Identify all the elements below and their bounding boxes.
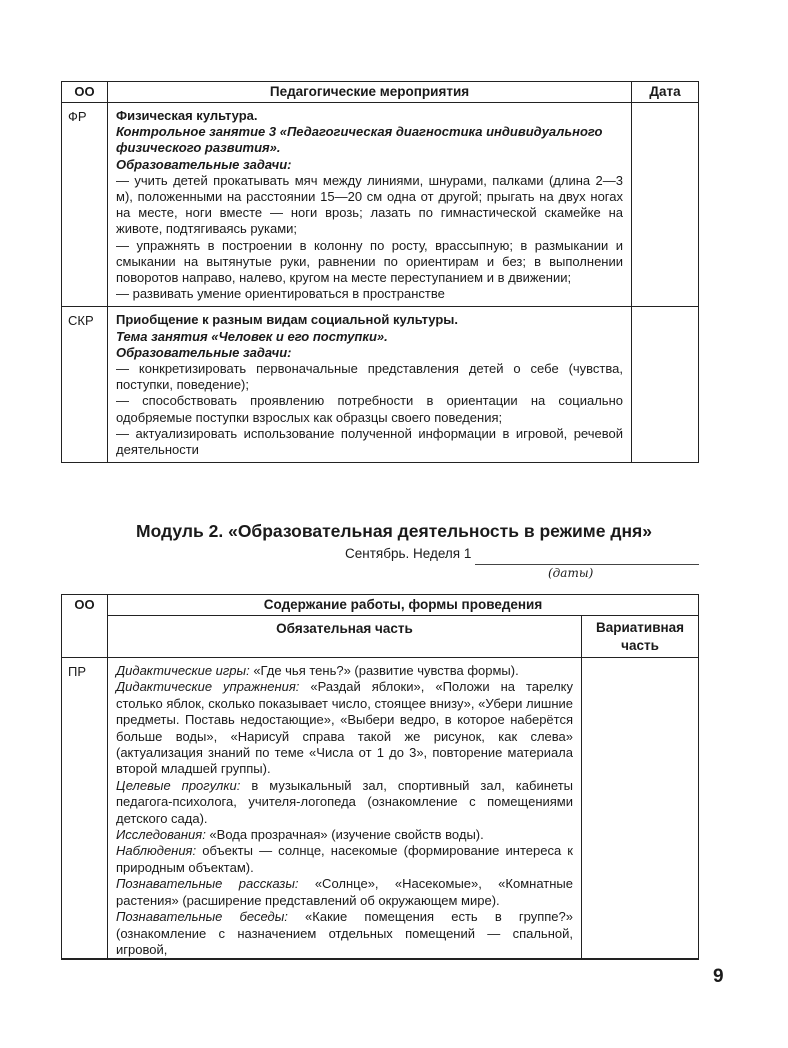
item-label: Познавательные беседы: bbox=[116, 909, 288, 925]
list-item bbox=[116, 843, 573, 876]
variative-cell bbox=[582, 658, 699, 960]
lesson-title: Контрольное занятие 3 «Педагогическая диагностика индивидуального физического развития». bbox=[116, 124, 603, 156]
item-label: Исследования: bbox=[116, 827, 206, 843]
task-item: — конкретизировать первоначальные представления детей о себе (чувства, поступки, поведение); bbox=[116, 361, 623, 393]
item-label: Познавательные рассказы: bbox=[116, 876, 299, 892]
header-activities: Педагогические мероприятия bbox=[108, 82, 632, 103]
item-text: «Вода прозрачная» (изучение свойств воды). bbox=[205, 827, 484, 843]
list-item bbox=[116, 663, 573, 679]
header-oo: ОО bbox=[62, 82, 108, 103]
header-required: Обязательная часть bbox=[108, 616, 582, 658]
table-row bbox=[62, 658, 699, 960]
list-item bbox=[116, 778, 573, 827]
section-title: Приобщение к разным видам социальной культуры. bbox=[116, 312, 459, 328]
task-item: — упражнять в построении в колонну по росту, врассыпную; в размыкании и смыкании на вытянутые руки, равнении по ориентирам и без; в выполнении поворотов направо, налево, кругом на месте переступанием и в движении; bbox=[116, 237, 623, 286]
item-label: Целевые прогулки: bbox=[116, 777, 241, 793]
item-label: Дидактические игры: bbox=[116, 663, 250, 678]
list-item bbox=[116, 679, 573, 777]
task-item: — актуализировать использование полученной информации в игровой, речевой деятельности bbox=[116, 425, 623, 458]
item-text: «Где чья тень?» (развитие чувства формы). bbox=[249, 663, 519, 678]
tasks-heading: Образовательные задачи: bbox=[116, 156, 292, 172]
page-number: 9 bbox=[713, 966, 724, 987]
list-item bbox=[116, 876, 573, 909]
row-content bbox=[108, 103, 632, 307]
row-content bbox=[108, 307, 632, 463]
row-code: ФР bbox=[62, 103, 108, 307]
date-cell bbox=[632, 103, 699, 307]
row-content bbox=[108, 658, 582, 960]
item-text: «Какие помещения есть в группе?» (ознакомление с назначением отдельных помещений — спальной, игровой, bbox=[116, 909, 573, 957]
table-row bbox=[62, 103, 699, 307]
task-item: — способствовать проявлению потребности в ориентации на социально одобряемые поступки взрослых как образцы своего поведения; bbox=[116, 393, 623, 425]
date-cell bbox=[632, 307, 699, 463]
row-code: ПР bbox=[62, 658, 108, 960]
header-variative: Вариативная часть bbox=[582, 616, 699, 658]
table-row bbox=[62, 307, 699, 463]
item-label: Дидактические упражнения: bbox=[116, 679, 300, 695]
module-title: Модуль 2. «Образовательная деятельность в режиме дня» bbox=[136, 521, 652, 541]
list-item bbox=[116, 909, 573, 958]
week-label: Сентябрь. Неделя 1 bbox=[345, 546, 472, 561]
item-text: «Раздай яблоки», «Положи на тарелку столько яблок, сколько показывает число, стоящее внизу», «Убери лишние предметы. Поставь недостающие», «Выбери ведро, в которое наберётся больше воды», «Нарисуй справа такой же рисунок, как слева» (актуализация знаний по теме «Числа от 1 до 3», повторение материала второй младшей группы). bbox=[116, 679, 573, 777]
lesson-title: Тема занятия «Человек и его поступки». bbox=[116, 328, 388, 344]
section-title: Физическая культура. bbox=[116, 108, 258, 123]
header-date: Дата bbox=[632, 82, 699, 103]
task-item: — учить детей прокатывать мяч между линиями, шнурами, палками (длина 2—3 м), положенными на расстоянии 15—20 см одна от другой; прыгать на двух ногах на месте, ноги вместе — ноги врозь; лазать по гимнастической скамейке на животе, подтягиваясь руками; bbox=[116, 172, 623, 237]
header-content: Содержание работы, формы проведения bbox=[108, 595, 699, 616]
task-item: — развивать умение ориентироваться в пространстве bbox=[116, 286, 445, 302]
dates-label: (даты) bbox=[548, 566, 594, 580]
row-code: СКР bbox=[62, 307, 108, 463]
header-oo: ОО bbox=[62, 595, 108, 658]
pedagogical-activities-table bbox=[61, 81, 699, 463]
item-label: Наблюдения: bbox=[116, 843, 197, 859]
tasks-heading: Образовательные задачи: bbox=[116, 344, 292, 360]
list-item bbox=[116, 827, 573, 843]
daily-activities-table bbox=[61, 594, 699, 960]
item-text: в музыкальный зал, спортивный зал, кабинеты педагога-психолога, учителя-логопеда (ознакомление с помещениями детского сада). bbox=[116, 777, 573, 826]
item-text: «Солнце», «Насекомые», «Комнатные растения» (расширение представлений об окружающем мире). bbox=[116, 876, 573, 908]
dates-fill-line bbox=[475, 564, 699, 565]
item-text: объекты — солнце, насекомые (формирование интереса к природным объектам). bbox=[116, 843, 573, 875]
